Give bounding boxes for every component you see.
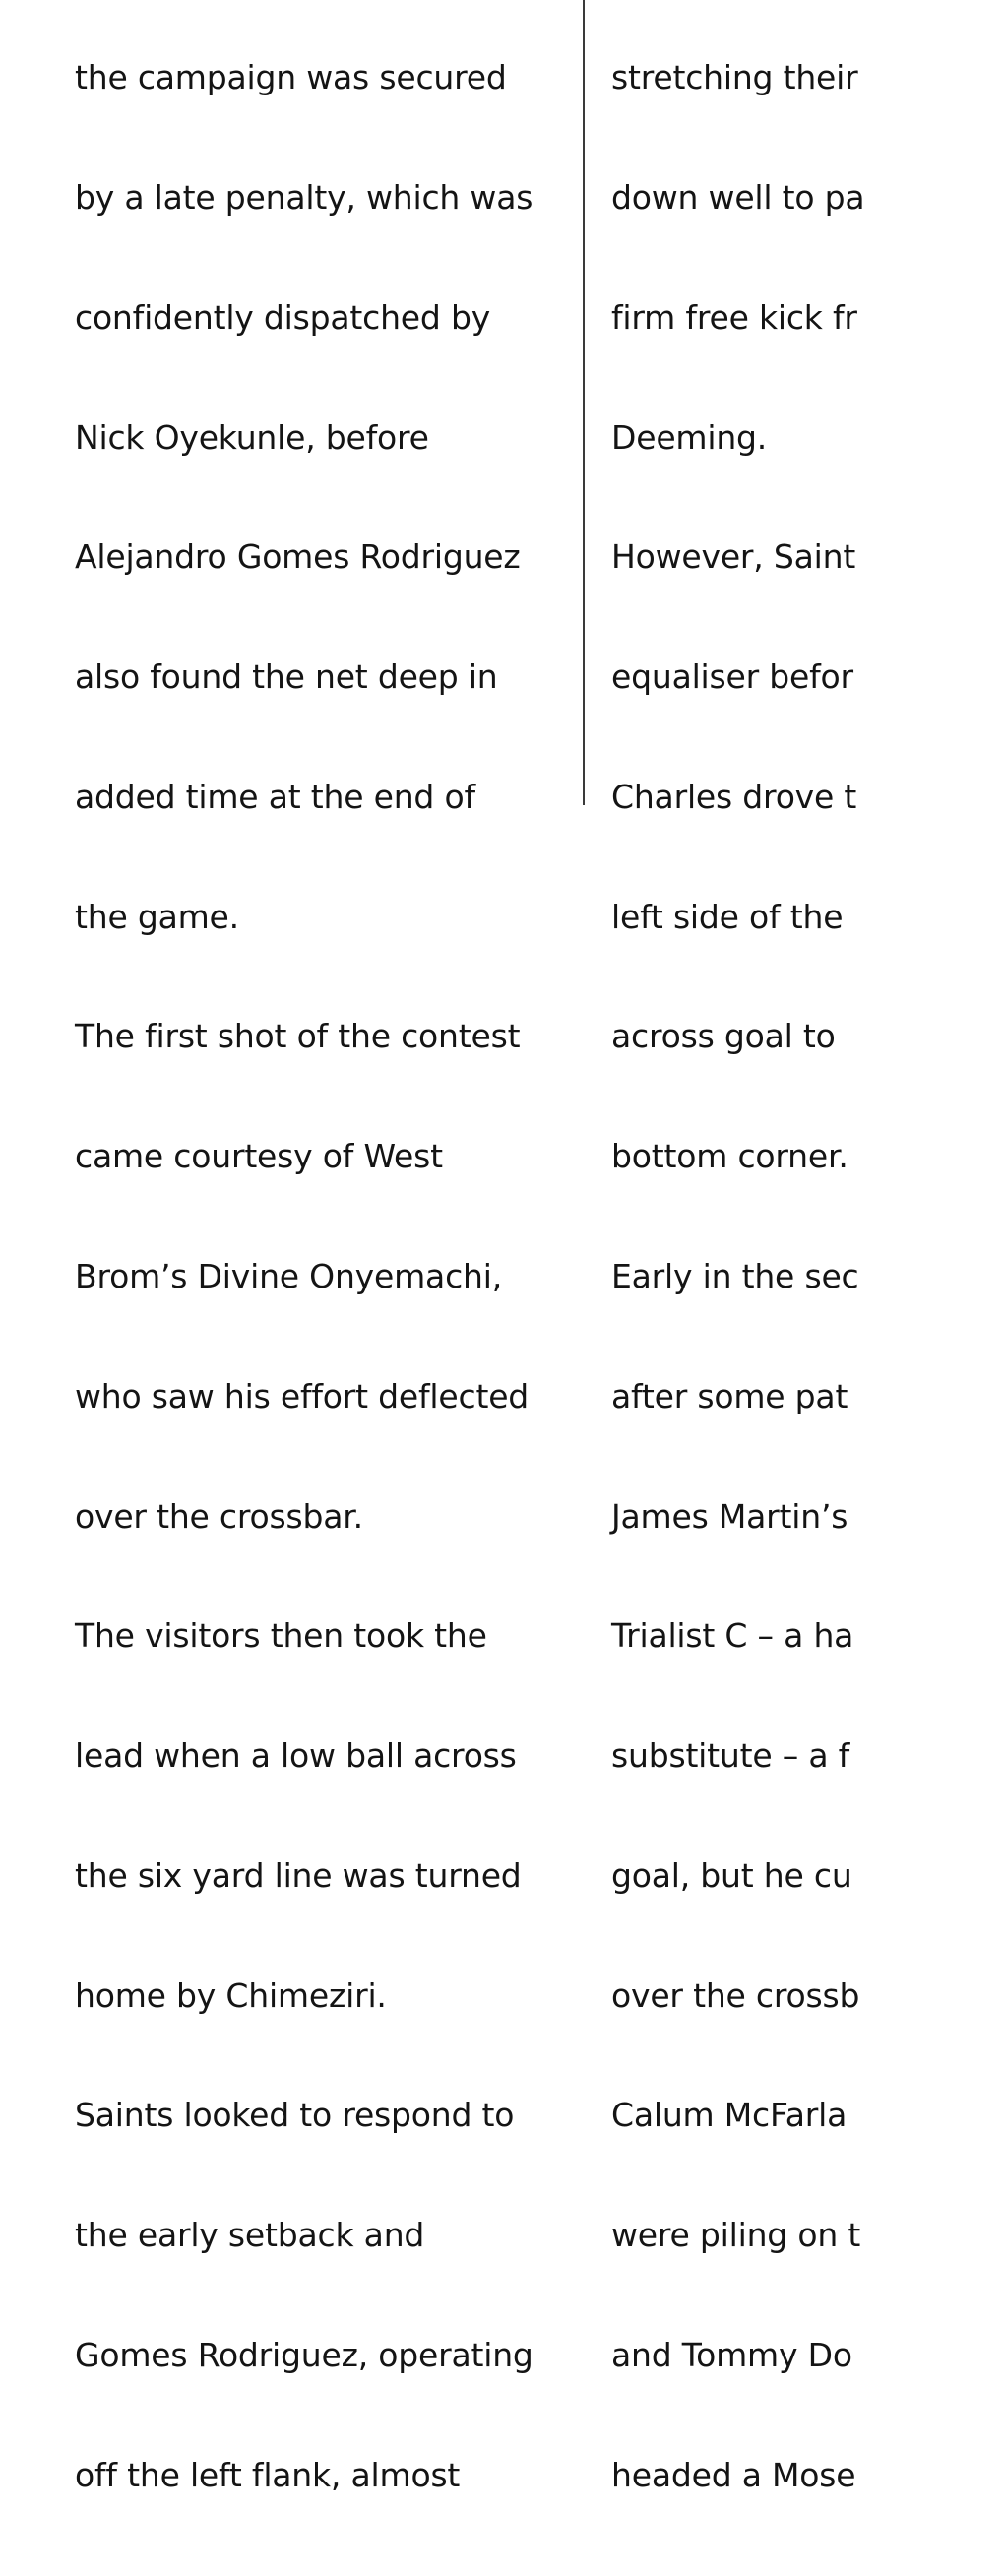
text-line: Nick Oyekunle, before [75, 417, 429, 457]
text-line: Trialist C – a ha [611, 1616, 854, 1656]
text-line: The visitors then took the [75, 1616, 487, 1656]
text-line: firm free kick fr [611, 297, 857, 337]
column-divider [583, 0, 585, 805]
text-line: confidently dispatched by [75, 297, 491, 337]
text-line: added time at the end of [75, 777, 475, 816]
text-line: Gomes Rodriguez, operating [75, 2336, 534, 2375]
text-line: Early in the sec [611, 1257, 859, 1295]
text-line: and Tommy Do [611, 2336, 852, 2375]
article-column-right [611, 0, 1005, 2576]
text-line: who saw his effort deflected [75, 1376, 530, 1415]
text-line: across goal to [611, 1017, 836, 1056]
article-column-left [75, 0, 577, 2576]
text-line: The first shot of the contest [75, 1017, 521, 1056]
text-line: off the left flank, almost [75, 2455, 461, 2494]
text-line: were piling on t [611, 2216, 861, 2255]
text-line: stretching their [611, 58, 858, 97]
text-line: the early setback and [75, 2216, 425, 2255]
text-line: home by Chimeziri. [75, 1976, 387, 2015]
text-line: Charles drove t [611, 777, 857, 816]
text-line: headed a Mose [611, 2455, 856, 2494]
text-line: Deeming. [611, 417, 768, 457]
text-line: Alejandro Gomes Rodriguez [75, 537, 521, 577]
text-line: However, Saint [611, 537, 856, 577]
text-line: by a late penalty, which was [75, 177, 534, 217]
text-line: after some pat [611, 1376, 848, 1415]
text-line: Calum McFarla [611, 2096, 848, 2135]
text-line: the game. [75, 897, 239, 936]
text-line: over the crossbar. [75, 1496, 363, 1536]
text-line: the six yard line was turned [75, 1855, 522, 1895]
text-line: the campaign was secured [75, 58, 507, 97]
text-line: Saints looked to respond to [75, 2096, 515, 2135]
text-line: left side of the [611, 897, 844, 936]
text-line: equaliser befor [611, 658, 853, 697]
text-line: goal, but he cu [611, 1855, 852, 1895]
text-line: James Martin’s [611, 1496, 848, 1536]
text-line: lead when a low ball across [75, 1736, 517, 1776]
text-line: bottom corner. [611, 1137, 848, 1176]
text-line: over the crossb [611, 1976, 860, 2015]
text-line: down well to pa [611, 177, 865, 217]
text-line: came courtesy of West [75, 1137, 443, 1176]
text-line: substitute – a f [611, 1736, 850, 1776]
text-line: Brom’s Divine Onyemachi, [75, 1257, 502, 1295]
text-line: also found the net deep in [75, 658, 498, 697]
